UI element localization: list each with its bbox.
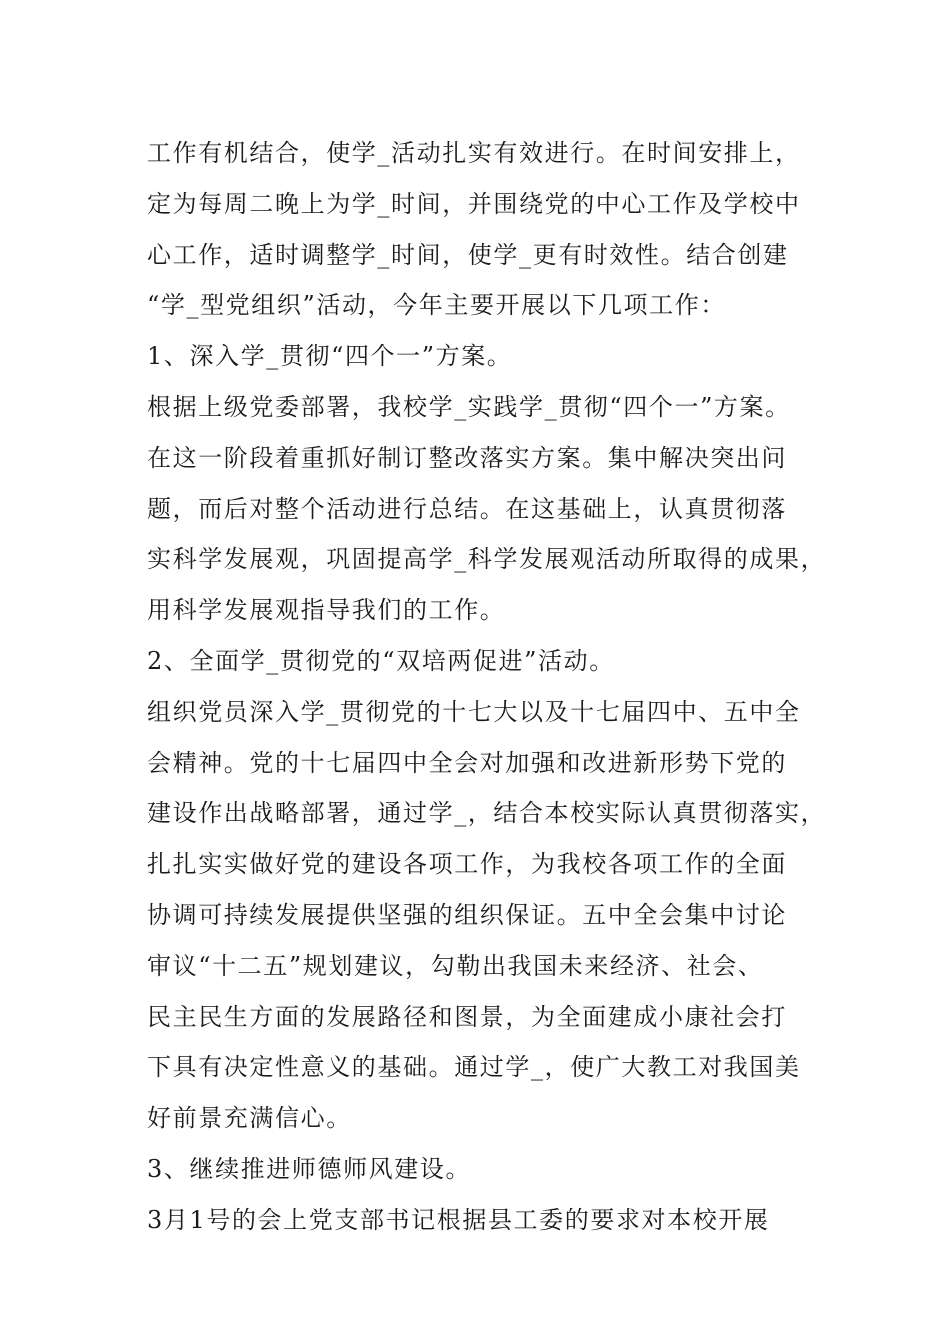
text-line: 建设作出战略部署，通过学_，结合本校实际认真贯彻落实， xyxy=(147,799,827,828)
section-heading-2: 2、全面学_贯彻党的“双培两促进”活动。 xyxy=(147,646,615,675)
text-line: 实科学发展观，巩固提高学_科学发展观活动所取得的成果， xyxy=(147,545,827,574)
text-line: 民主民生方面的发展路径和图景，为全面建成小康社会打 xyxy=(147,1002,787,1031)
text-line: 下具有决定性意义的基础。通过学_，使广大教工对我国美 xyxy=(147,1053,801,1082)
section-heading-1: 1、深入学_贯彻“四个一”方案。 xyxy=(147,342,513,371)
text-line: 题，而后对整个活动进行总结。在这基础上，认真贯彻落 xyxy=(147,494,787,523)
text-line: 在这一阶段着重抓好制订整改落实方案。集中解决突出问 xyxy=(147,443,787,472)
document-body xyxy=(147,128,827,1246)
text-line: 工作有机结合，使学_活动扎实有效进行。在时间安排上， xyxy=(147,139,801,167)
text-line: 用科学发展观指导我们的工作。 xyxy=(147,596,506,625)
text-line: 审议“十二五”规划建议，勾勒出我国未来经济、社会、 xyxy=(147,951,764,980)
section-heading-3: 3、继续推进师德师风建设。 xyxy=(147,1154,472,1183)
text-line: 根据上级党委部署，我校学_实践学_贯彻“四个一”方案。 xyxy=(147,392,791,421)
text-line: 会精神。党的十七届四中全会对加强和改进新形势下党的 xyxy=(147,748,787,777)
text-line: 协调可持续发展提供坚强的组织保证。五中全会集中讨论 xyxy=(147,900,787,929)
text-line: 定为每周二晚上为学_时间，并围绕党的中心工作及学校中 xyxy=(147,189,801,218)
text-line: 3月1号的会上党支部书记根据县工委的要求对本校开展 xyxy=(147,1205,770,1234)
text-line: “学_型党组织”活动，今年主要开展以下几项工作： xyxy=(147,291,726,320)
text-line: 心工作，适时调整学_时间，使学_更有时效性。结合创建 xyxy=(147,240,789,269)
text-line: 组织党员深入学_贯彻党的十七大以及十七届四中、五中全 xyxy=(147,697,801,726)
text-line: 扎扎实实做好党的建设各项工作，为我校各项工作的全面 xyxy=(147,850,787,879)
text-line: 好前景充满信心。 xyxy=(147,1104,352,1133)
